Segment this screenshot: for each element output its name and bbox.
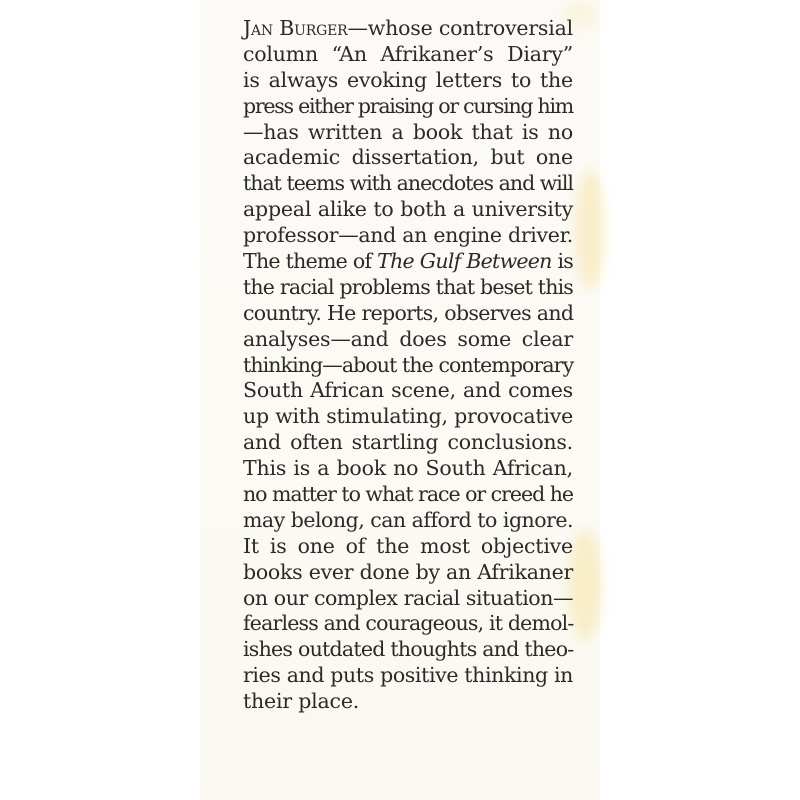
paper-stain <box>575 170 605 290</box>
text-line: press either praising or cursing him <box>243 93 573 118</box>
text-line: ishes outdated thoughts and theo- <box>243 637 574 662</box>
text-line: no matter to what race or creed he <box>243 482 573 507</box>
text-line: that teems with anecdotes and will <box>243 171 573 196</box>
text-line: and often startling conclusions. <box>243 430 573 455</box>
text-line: fearless and courageous, it demol- <box>243 611 574 636</box>
text-line: thinking—about the contemporary <box>243 352 574 377</box>
text-line: —has written a book that is no <box>243 119 573 144</box>
text-line: on our complex racial situation— <box>243 585 573 610</box>
text-line: Jan Burger—whose controversial <box>243 16 573 40</box>
text-line: academic dissertation, but one <box>243 145 573 170</box>
text-line: ries and puts positive thinking in <box>243 663 573 688</box>
author-name: Jan Burger <box>243 16 348 40</box>
text-line: books ever done by an Afrikaner <box>243 559 573 584</box>
paper-stain <box>568 530 602 640</box>
text-line: professor—and an engine driver. <box>243 223 573 248</box>
blurb-text <box>243 16 573 715</box>
text-line: analyses—and does some clear <box>243 326 573 351</box>
text-line: It is one of the most objective <box>243 533 573 558</box>
text-line: the racial problems that beset this <box>243 274 573 299</box>
text-line: up with stimulating, provocative <box>243 404 573 429</box>
text-line: appeal alike to both a university <box>243 197 573 222</box>
text-line: is always evoking letters to the <box>243 67 573 92</box>
text-line: country. He reports, observes and <box>243 300 574 325</box>
text-line: column “An Afrikaner’s Diary” <box>243 41 573 66</box>
text-line: their place. <box>243 689 360 714</box>
text-line: may belong, can afford to ignore. <box>243 507 574 532</box>
text-line: This is a book no South African, <box>243 456 573 481</box>
text-line: South African scene, and comes <box>243 378 573 403</box>
book-title: The Gulf Between <box>377 249 552 274</box>
text-line: The theme of The Gulf Between is <box>243 249 574 274</box>
